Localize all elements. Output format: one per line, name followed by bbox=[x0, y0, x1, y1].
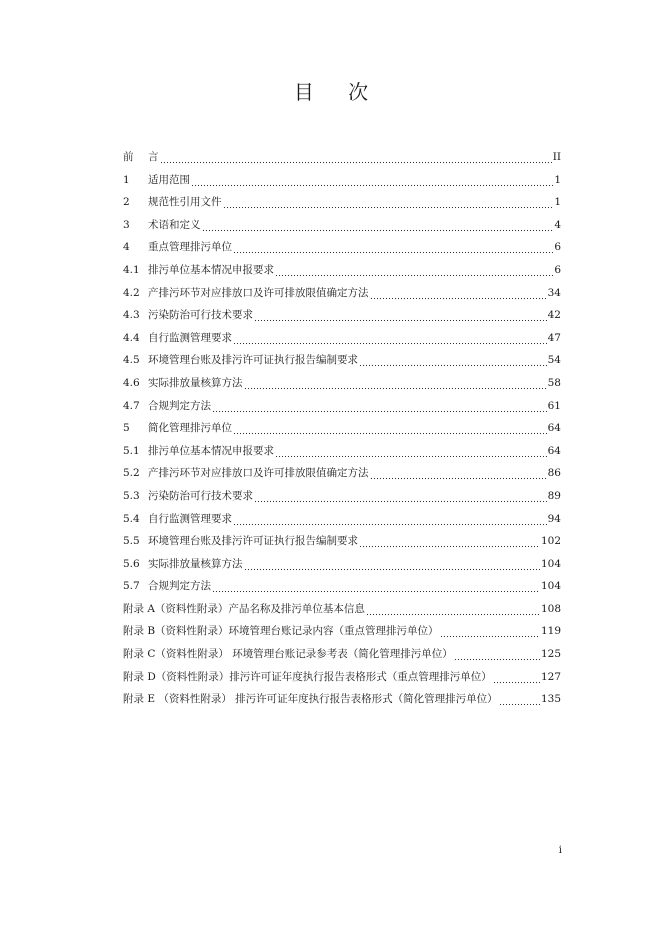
toc-text: 适用范围 bbox=[148, 173, 190, 186]
toc-text: 实际排放量核算方法 bbox=[148, 557, 243, 570]
toc-page: 102 bbox=[540, 535, 561, 548]
toc-number: 4.2 bbox=[123, 286, 140, 299]
toc-number: 4 bbox=[123, 241, 130, 254]
toc-page: 86 bbox=[547, 467, 561, 480]
toc-appendix-d[interactable] bbox=[123, 666, 561, 689]
toc-page: 89 bbox=[547, 489, 561, 502]
leader-dots bbox=[275, 440, 547, 463]
toc-page: 135 bbox=[540, 693, 561, 706]
toc-entry-11[interactable] bbox=[123, 395, 561, 418]
toc-page: 1 bbox=[554, 196, 561, 209]
page-number: i bbox=[558, 845, 562, 856]
toc-text: 产排污环节对应排放口及许可排放限值确定方法 bbox=[148, 467, 369, 480]
toc-number: 5.4 bbox=[123, 512, 140, 525]
leader-dots bbox=[370, 462, 547, 485]
toc-text: 合规判定方法 bbox=[148, 399, 211, 412]
leader-dots bbox=[254, 485, 547, 508]
toc-number: 2 bbox=[123, 196, 130, 209]
toc-appendix-b[interactable] bbox=[123, 620, 561, 643]
leader-dots bbox=[223, 191, 554, 214]
toc-appendix-a[interactable] bbox=[123, 598, 561, 621]
toc-text: 言 bbox=[148, 151, 159, 163]
toc-entry-1[interactable] bbox=[123, 169, 561, 192]
toc-entry-2[interactable] bbox=[123, 191, 561, 214]
toc-text: 自行监测管理要求 bbox=[148, 331, 232, 344]
toc-page: 47 bbox=[547, 331, 561, 344]
toc-entry-19[interactable] bbox=[123, 575, 561, 598]
toc-number: 4.1 bbox=[123, 263, 140, 276]
toc-text: 附录 B（资料性附录）环境管理台账记录内容（重点管理排污单位） bbox=[123, 625, 439, 638]
toc-page: 108 bbox=[540, 602, 561, 615]
toc-text: 实际排放量核算方法 bbox=[148, 376, 243, 389]
toc-text: 产排污环节对应排放口及许可排放限值确定方法 bbox=[148, 286, 369, 299]
toc-text: 环境管理台账及排污许可证执行报告编制要求 bbox=[148, 535, 358, 548]
leader-dots bbox=[160, 146, 552, 169]
toc-entry-0[interactable] bbox=[123, 146, 561, 169]
leader-dots bbox=[191, 169, 553, 192]
table-of-contents bbox=[123, 146, 561, 711]
toc-number: 5.5 bbox=[123, 535, 140, 548]
toc-entry-13[interactable] bbox=[123, 440, 561, 463]
toc-page: 1 bbox=[554, 173, 561, 186]
toc-page: 104 bbox=[540, 580, 561, 593]
toc-entry-17[interactable] bbox=[123, 530, 561, 553]
toc-entry-8[interactable] bbox=[123, 327, 561, 350]
leader-dots bbox=[366, 598, 540, 621]
toc-page: 42 bbox=[547, 309, 561, 322]
toc-text: 污染防治可行技术要求 bbox=[148, 489, 253, 502]
leader-dots bbox=[212, 575, 540, 598]
toc-entry-9[interactable] bbox=[123, 349, 561, 372]
page-title: 目 次 bbox=[293, 80, 383, 104]
toc-entry-7[interactable] bbox=[123, 304, 561, 327]
toc-page: 125 bbox=[540, 648, 561, 661]
leader-dots bbox=[212, 395, 547, 418]
toc-number: 前 bbox=[123, 151, 134, 163]
toc-number: 1 bbox=[123, 173, 130, 186]
toc-number: 3 bbox=[123, 218, 130, 231]
toc-number: 5.7 bbox=[123, 580, 140, 593]
leader-dots bbox=[440, 620, 540, 643]
toc-text: 简化管理排污单位 bbox=[148, 422, 232, 435]
toc-page: II bbox=[552, 151, 561, 163]
toc-text: 自行监测管理要求 bbox=[148, 512, 232, 525]
toc-page: 119 bbox=[540, 625, 561, 638]
toc-page: 61 bbox=[547, 399, 561, 412]
toc-number: 4.3 bbox=[123, 309, 140, 322]
toc-entry-18[interactable] bbox=[123, 553, 561, 576]
toc-page: 34 bbox=[547, 286, 561, 299]
toc-page: 58 bbox=[547, 376, 561, 389]
leader-dots bbox=[499, 688, 540, 711]
leader-dots bbox=[233, 508, 547, 531]
leader-dots bbox=[254, 304, 547, 327]
toc-number: 5.6 bbox=[123, 557, 140, 570]
toc-text: 污染防治可行技术要求 bbox=[148, 309, 253, 322]
toc-text: 规范性引用文件 bbox=[148, 196, 222, 209]
leader-dots bbox=[454, 643, 540, 666]
toc-page: 104 bbox=[540, 557, 561, 570]
toc-text: 排污单位基本情况申报要求 bbox=[148, 263, 274, 276]
leader-dots bbox=[493, 666, 540, 689]
toc-entry-5[interactable] bbox=[123, 259, 561, 282]
leader-dots bbox=[359, 349, 547, 372]
leader-dots bbox=[244, 553, 540, 576]
toc-text: 环境管理台账及排污许可证执行报告编制要求 bbox=[148, 354, 358, 367]
toc-text: 附录 E （资料性附录） 排污许可证年度执行报告表格形式（简化管理排污单位） bbox=[123, 693, 498, 706]
toc-entry-6[interactable] bbox=[123, 282, 561, 305]
toc-number: 4.4 bbox=[123, 331, 140, 344]
toc-text: 附录 C（资料性附录） 环境管理台账记录参考表（简化管理排污单位） bbox=[123, 648, 453, 661]
toc-entry-16[interactable] bbox=[123, 508, 561, 531]
toc-entry-15[interactable] bbox=[123, 485, 561, 508]
leader-dots bbox=[359, 530, 540, 553]
toc-text: 合规判定方法 bbox=[148, 580, 211, 593]
leader-dots bbox=[370, 282, 547, 305]
leader-dots bbox=[233, 236, 553, 259]
leader-dots bbox=[275, 259, 553, 282]
toc-text: 重点管理排污单位 bbox=[148, 241, 232, 254]
leader-dots bbox=[233, 327, 547, 350]
leader-dots bbox=[244, 372, 547, 395]
toc-number: 4.5 bbox=[123, 354, 140, 367]
toc-number: 5.1 bbox=[123, 444, 140, 457]
toc-page: 64 bbox=[547, 444, 561, 457]
toc-appendix-c[interactable] bbox=[123, 643, 561, 666]
toc-page: 54 bbox=[547, 354, 561, 367]
toc-text: 附录 A（资料性附录）产品名称及排污单位基本信息 bbox=[123, 602, 365, 615]
toc-page: 94 bbox=[547, 512, 561, 525]
toc-page: 6 bbox=[554, 263, 561, 276]
toc-page: 4 bbox=[554, 218, 561, 231]
toc-page: 64 bbox=[547, 422, 561, 435]
toc-appendix-e[interactable] bbox=[123, 688, 561, 711]
toc-entry-12[interactable] bbox=[123, 417, 561, 440]
toc-entry-4[interactable] bbox=[123, 236, 561, 259]
toc-number: 4.6 bbox=[123, 376, 140, 389]
toc-entry-3[interactable] bbox=[123, 214, 561, 237]
toc-page: 127 bbox=[540, 670, 561, 683]
toc-text: 术语和定义 bbox=[148, 218, 201, 231]
toc-number: 5.3 bbox=[123, 489, 140, 502]
toc-number: 5 bbox=[123, 422, 130, 435]
toc-text: 附录 D（资料性附录）排污许可证年度执行报告表格形式（重点管理排污单位） bbox=[123, 670, 492, 683]
toc-entry-14[interactable] bbox=[123, 462, 561, 485]
toc-text: 排污单位基本情况申报要求 bbox=[148, 444, 274, 457]
toc-entry-10[interactable] bbox=[123, 372, 561, 395]
leader-dots bbox=[202, 214, 554, 237]
toc-number: 4.7 bbox=[123, 399, 140, 412]
leader-dots bbox=[233, 417, 547, 440]
toc-number: 5.2 bbox=[123, 467, 140, 480]
toc-page: 6 bbox=[554, 241, 561, 254]
